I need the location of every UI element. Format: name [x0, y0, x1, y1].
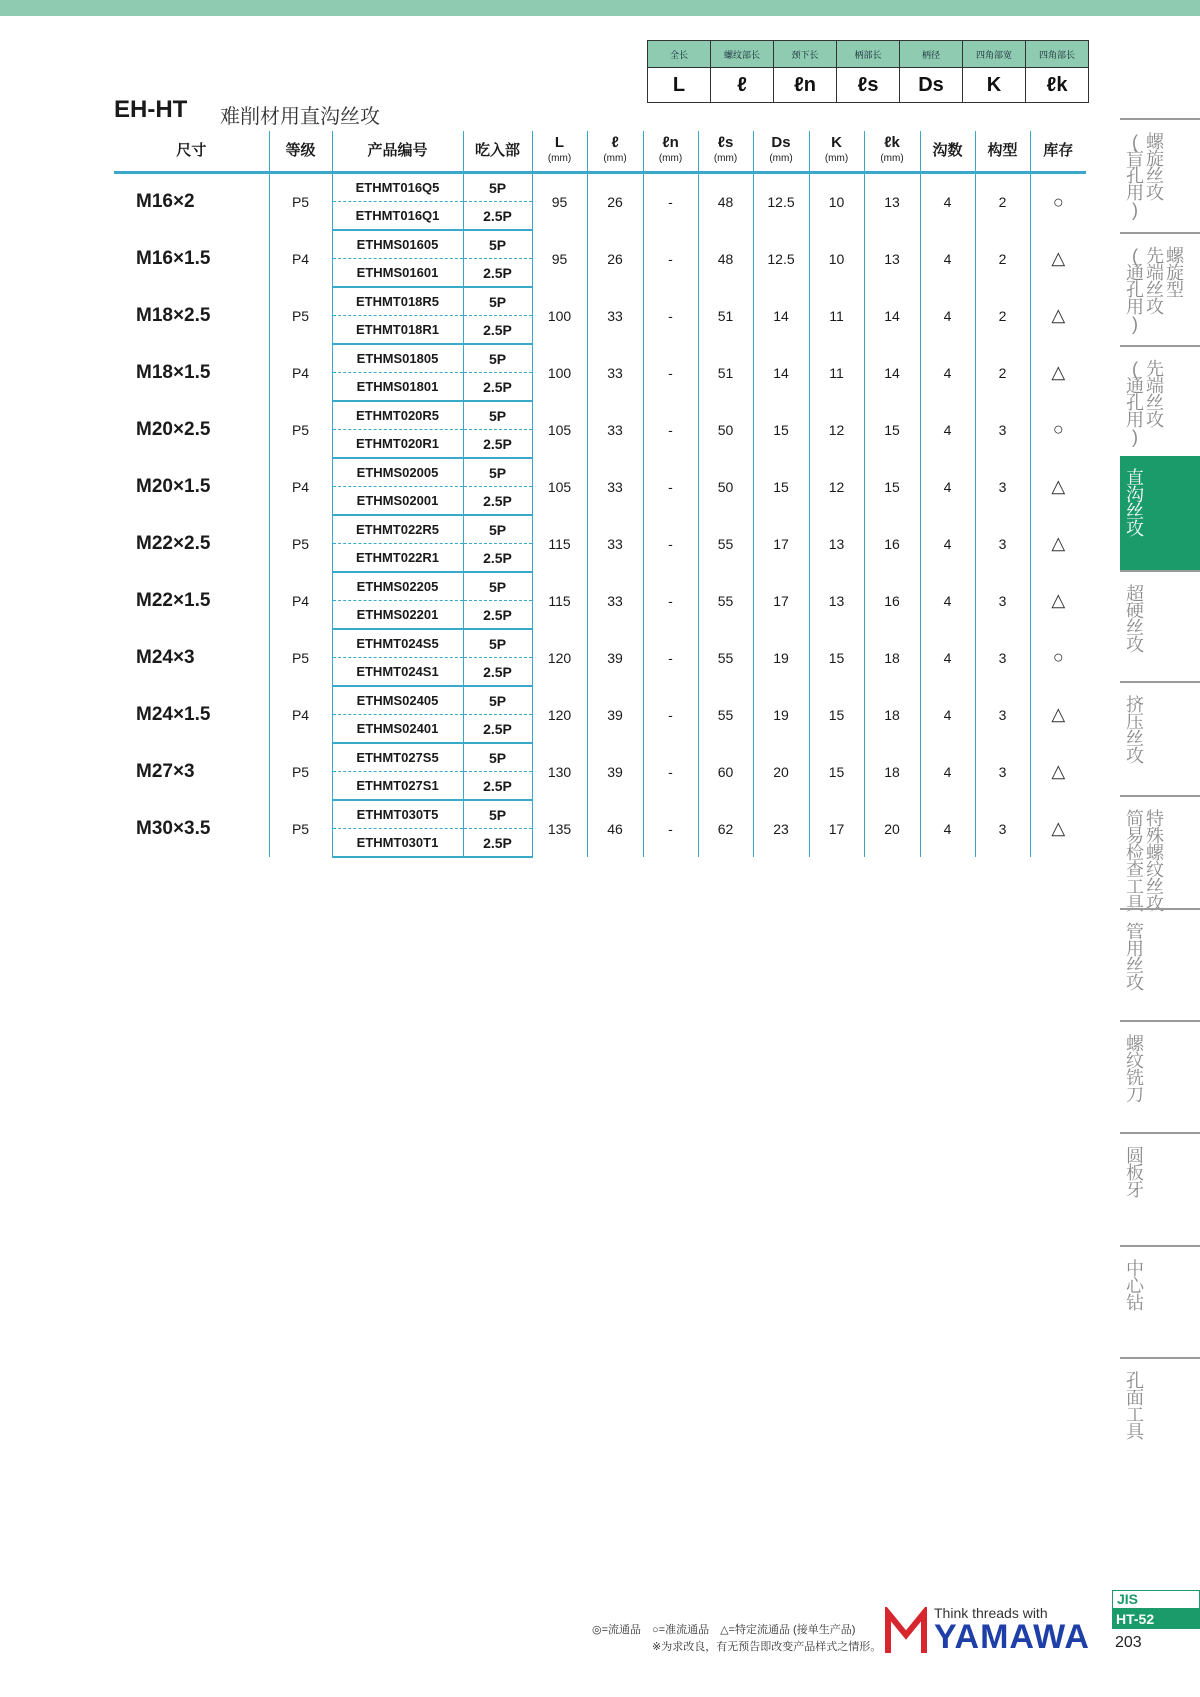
side-tab-label: 螺 纹 铣 刀 [1126, 1034, 1144, 1105]
flute-count: 4 [920, 800, 975, 857]
chamfer-length: 5P [463, 572, 532, 601]
chamfer-length: 5P [463, 743, 532, 772]
product-code: ETHMT018R1 [332, 316, 463, 345]
column-header-label: 产品编号 [367, 142, 428, 159]
flute-count: 4 [920, 572, 975, 629]
side-tab[interactable] [1120, 1245, 1200, 1359]
square-length: 13 [864, 173, 920, 231]
square-width: 10 [809, 173, 864, 231]
column-header [809, 131, 864, 173]
overall-length: 115 [532, 572, 587, 629]
change-note: ※为求改良，有无预告即改变产品样式之情形。 [652, 1641, 882, 1653]
table-row [114, 344, 1086, 373]
flute-count: 4 [920, 401, 975, 458]
thread-size: M20×1.5 [136, 475, 211, 497]
overall-length: 100 [532, 287, 587, 344]
square-width: 13 [809, 515, 864, 572]
product-code: ETHMS01601 [332, 259, 463, 288]
side-tab-label: 特 殊 螺 纹 丝 攻 [1146, 809, 1164, 914]
tap-type: 3 [975, 686, 1030, 743]
product-code: ETHMS01801 [332, 373, 463, 402]
thread-size: M27×3 [136, 760, 195, 782]
neck-length: - [643, 515, 698, 572]
column-header [114, 131, 269, 173]
legend-symbol: Ds [900, 68, 963, 103]
column-header [1030, 131, 1086, 173]
shank-diameter: 14 [753, 287, 809, 344]
column-header [920, 131, 975, 173]
legend-head: 颈下长 [774, 41, 837, 68]
side-tab[interactable] [1120, 1132, 1200, 1247]
chamfer-length: 5P [463, 515, 532, 544]
side-tab-label: 孔 面 工 具 [1126, 1371, 1144, 1442]
square-length: 14 [864, 344, 920, 401]
neck-length: - [643, 287, 698, 344]
top-color-bar [0, 0, 1200, 16]
chamfer-length: 2.5P [463, 715, 532, 744]
side-tab-label: 中 心 钻 [1126, 1259, 1144, 1313]
thread-size: M24×3 [136, 646, 195, 668]
column-header [587, 131, 643, 173]
tap-type: 3 [975, 401, 1030, 458]
table-row [114, 629, 1086, 658]
stock-status: △ [1030, 344, 1086, 401]
table-row [114, 743, 1086, 772]
neck-length: - [643, 458, 698, 515]
column-header [643, 131, 698, 173]
product-code: ETHMT030T1 [332, 829, 463, 858]
side-tab[interactable] [1120, 795, 1200, 914]
product-code: ETHMS02205 [332, 572, 463, 601]
product-code: ETHMT020R1 [332, 430, 463, 459]
column-header [864, 131, 920, 173]
legend-head: 四角部宽 [963, 41, 1026, 68]
legend-head: 四角部长 [1026, 41, 1089, 68]
side-tab-label: 先 端 丝 攻 [1146, 246, 1164, 317]
side-tab[interactable] [1120, 1020, 1200, 1134]
tagline: Think threads with [934, 1605, 1048, 1621]
shank-length: 62 [698, 800, 753, 857]
thread-length: 26 [587, 173, 643, 231]
tolerance-grade: P4 [269, 686, 332, 743]
side-tab-label: ( 通 孔 用 ) [1126, 359, 1144, 447]
thread-size: M18×1.5 [136, 361, 211, 383]
chamfer-length: 5P [463, 401, 532, 430]
legend-head: 柄部长 [837, 41, 900, 68]
spec-table [114, 131, 1086, 858]
side-tab[interactable] [1120, 908, 1200, 1022]
column-header-label: K [831, 134, 842, 151]
shank-diameter: 15 [753, 401, 809, 458]
side-tab-label: ( 盲 孔 用 ) [1126, 132, 1144, 220]
neck-length: - [643, 800, 698, 857]
column-header-label: ℓn [662, 134, 679, 151]
product-code: ETHMT022R1 [332, 544, 463, 573]
column-header [753, 131, 809, 173]
square-length: 15 [864, 401, 920, 458]
thread-length: 33 [587, 515, 643, 572]
shank-length: 50 [698, 401, 753, 458]
product-code: ETHMT027S5 [332, 743, 463, 772]
table-body [114, 173, 1086, 858]
thread-length: 39 [587, 743, 643, 800]
overall-length: 95 [532, 173, 587, 231]
square-length: 15 [864, 458, 920, 515]
product-code: ETHMT024S1 [332, 658, 463, 687]
side-tab[interactable] [1120, 232, 1200, 347]
tap-type: 2 [975, 287, 1030, 344]
dimension-legend [647, 40, 1089, 103]
chamfer-length: 5P [463, 173, 532, 202]
thread-length: 33 [587, 572, 643, 629]
product-code: ETHMS02401 [332, 715, 463, 744]
column-header [332, 131, 463, 173]
tolerance-grade: P5 [269, 173, 332, 231]
flute-count: 4 [920, 686, 975, 743]
overall-length: 120 [532, 629, 587, 686]
shank-length: 55 [698, 686, 753, 743]
thread-size: M16×1.5 [136, 247, 211, 269]
product-code: ETHMT018R5 [332, 287, 463, 316]
product-code: ETHMS01605 [332, 230, 463, 259]
column-header [532, 131, 587, 173]
tolerance-grade: P5 [269, 287, 332, 344]
chamfer-length: 5P [463, 629, 532, 658]
legend-head-row [648, 41, 1089, 68]
thread-size: M22×1.5 [136, 589, 211, 611]
product-code: ETHMS02201 [332, 601, 463, 630]
table-row [114, 458, 1086, 487]
side-tab-label: ( 通 孔 用 ) [1126, 246, 1144, 334]
standard-label: JIS [1112, 1590, 1200, 1609]
shank-length: 60 [698, 743, 753, 800]
legend-symbol: ℓ [711, 68, 774, 103]
legend-symbol: L [648, 68, 711, 103]
table-row [114, 800, 1086, 829]
tolerance-grade: P4 [269, 230, 332, 287]
stock-status: △ [1030, 230, 1086, 287]
tolerance-grade: P4 [269, 572, 332, 629]
shank-length: 51 [698, 287, 753, 344]
thread-size: M20×2.5 [136, 418, 211, 440]
column-header-label: 构型 [987, 142, 1018, 159]
thread-length: 26 [587, 230, 643, 287]
tolerance-grade: P5 [269, 515, 332, 572]
table-row [114, 287, 1086, 316]
column-header-label: Ds [771, 134, 791, 151]
thread-length: 33 [587, 287, 643, 344]
tap-type: 3 [975, 629, 1030, 686]
table-header-row [114, 131, 1086, 173]
tap-type: 2 [975, 173, 1030, 231]
shank-diameter: 14 [753, 344, 809, 401]
legend-head: 螺纹部长 [711, 41, 774, 68]
neck-length: - [643, 401, 698, 458]
chamfer-length: 2.5P [463, 487, 532, 516]
side-tab[interactable] [1120, 570, 1200, 683]
product-code: ETHMS02405 [332, 686, 463, 715]
square-width: 17 [809, 800, 864, 857]
stock-status: ○ [1030, 401, 1086, 458]
product-code: ETHMS02005 [332, 458, 463, 487]
tap-type: 3 [975, 572, 1030, 629]
column-header-label: 等级 [285, 142, 316, 159]
chamfer-length: 2.5P [463, 316, 532, 345]
flute-count: 4 [920, 515, 975, 572]
stock-status: ○ [1030, 629, 1086, 686]
stock-status: △ [1030, 458, 1086, 515]
brand-name: YAMAWA [934, 1618, 1090, 1656]
shank-length: 48 [698, 173, 753, 231]
flute-count: 4 [920, 344, 975, 401]
product-code: ETHMT016Q5 [332, 173, 463, 202]
flute-count: 4 [920, 743, 975, 800]
flute-count: 4 [920, 230, 975, 287]
legend-head: 柄径 [900, 41, 963, 68]
thread-length: 39 [587, 686, 643, 743]
square-length: 16 [864, 515, 920, 572]
product-code: ETHMT027S1 [332, 772, 463, 801]
square-width: 13 [809, 572, 864, 629]
side-tab-label: 挤 压 丝 攻 [1126, 695, 1144, 766]
square-width: 11 [809, 287, 864, 344]
product-code: ETHMT020R5 [332, 401, 463, 430]
column-header-label: 沟数 [932, 142, 963, 159]
chamfer-length: 2.5P [463, 373, 532, 402]
table-row [114, 401, 1086, 430]
neck-length: - [643, 629, 698, 686]
side-tab-label: 超 硬 丝 攻 [1126, 584, 1144, 655]
square-width: 10 [809, 230, 864, 287]
legend-symbol: ℓn [774, 68, 837, 103]
overall-length: 120 [532, 686, 587, 743]
column-header-label: ℓ [611, 134, 619, 151]
shank-length: 50 [698, 458, 753, 515]
tap-type: 3 [975, 458, 1030, 515]
square-length: 18 [864, 743, 920, 800]
column-header-unit: (mm) [824, 153, 849, 164]
column-header-unit: (mm) [658, 153, 683, 164]
side-tab[interactable] [1120, 1357, 1200, 1467]
square-width: 11 [809, 344, 864, 401]
chamfer-length: 5P [463, 287, 532, 316]
product-code: ETHMT024S5 [332, 629, 463, 658]
table-row [114, 230, 1086, 259]
column-header-label: 吃入部 [474, 142, 520, 159]
square-length: 20 [864, 800, 920, 857]
column-header-label: 库存 [1043, 142, 1074, 159]
chamfer-length: 2.5P [463, 601, 532, 630]
square-length: 18 [864, 629, 920, 686]
neck-length: - [643, 344, 698, 401]
flute-count: 4 [920, 458, 975, 515]
tap-type: 3 [975, 800, 1030, 857]
stock-status: △ [1030, 743, 1086, 800]
tolerance-grade: P5 [269, 401, 332, 458]
square-width: 12 [809, 401, 864, 458]
neck-length: - [643, 743, 698, 800]
legend-symbol: ℓs [837, 68, 900, 103]
overall-length: 135 [532, 800, 587, 857]
column-header-label: ℓk [884, 134, 900, 151]
column-header [269, 131, 332, 173]
product-code: ETHMT030T5 [332, 800, 463, 829]
shank-length: 48 [698, 230, 753, 287]
shank-diameter: 12.5 [753, 173, 809, 231]
square-length: 18 [864, 686, 920, 743]
product-code: ETHMT016Q1 [332, 202, 463, 231]
column-header [975, 131, 1030, 173]
stock-status: ○ [1030, 173, 1086, 231]
stock-legend: ◎=流通品 ○=准流通品 △=特定流通品 (接单生产品) [592, 1624, 856, 1636]
neck-length: - [643, 686, 698, 743]
chamfer-length: 2.5P [463, 202, 532, 231]
column-header-unit: (mm) [713, 153, 738, 164]
stock-status: △ [1030, 572, 1086, 629]
product-code: ETHMT022R5 [332, 515, 463, 544]
stock-status: △ [1030, 800, 1086, 857]
table-row [114, 173, 1086, 202]
thread-length: 39 [587, 629, 643, 686]
chamfer-length: 2.5P [463, 259, 532, 288]
tap-type: 2 [975, 344, 1030, 401]
tolerance-grade: P5 [269, 629, 332, 686]
chamfer-length: 5P [463, 230, 532, 259]
stock-status: △ [1030, 287, 1086, 344]
chamfer-length: 5P [463, 344, 532, 373]
thread-length: 33 [587, 344, 643, 401]
flute-count: 4 [920, 173, 975, 231]
side-tab[interactable] [1120, 456, 1200, 570]
column-header-label: 尺寸 [176, 142, 207, 159]
column-header-unit: (mm) [603, 153, 627, 164]
column-header-label: ℓs [717, 134, 734, 151]
thread-size: M22×2.5 [136, 532, 211, 554]
product-code: ETHMS02001 [332, 487, 463, 516]
shank-diameter: 15 [753, 458, 809, 515]
column-header [463, 131, 532, 173]
table-row [114, 572, 1086, 601]
overall-length: 105 [532, 458, 587, 515]
chamfer-length: 5P [463, 458, 532, 487]
chamfer-length: 2.5P [463, 430, 532, 459]
tolerance-grade: P4 [269, 344, 332, 401]
side-tab[interactable] [1120, 681, 1200, 797]
neck-length: - [643, 173, 698, 231]
neck-length: - [643, 572, 698, 629]
square-width: 15 [809, 629, 864, 686]
thread-length: 33 [587, 458, 643, 515]
shank-diameter: 19 [753, 629, 809, 686]
column-header-unit: (mm) [547, 153, 572, 164]
shank-diameter: 20 [753, 743, 809, 800]
table-row [114, 515, 1086, 544]
legend-symbol-row [648, 68, 1089, 103]
square-width: 12 [809, 458, 864, 515]
chamfer-length: 5P [463, 686, 532, 715]
catalog-code: HT-52 [1112, 1609, 1200, 1629]
tap-type: 2 [975, 230, 1030, 287]
square-length: 16 [864, 572, 920, 629]
legend-symbol: ℓk [1026, 68, 1089, 103]
thread-length: 46 [587, 800, 643, 857]
overall-length: 130 [532, 743, 587, 800]
chamfer-length: 2.5P [463, 829, 532, 858]
shank-diameter: 12.5 [753, 230, 809, 287]
column-header-unit: (mm) [769, 153, 793, 164]
overall-length: 105 [532, 401, 587, 458]
product-title: EH-HT [114, 96, 188, 123]
product-subtitle: 难削材用直沟丝攻 [220, 106, 380, 128]
shank-diameter: 17 [753, 515, 809, 572]
thread-length: 33 [587, 401, 643, 458]
column-header-label: L [554, 134, 565, 151]
square-width: 15 [809, 743, 864, 800]
table-row [114, 686, 1086, 715]
thread-size: M24×1.5 [136, 703, 211, 725]
square-width: 15 [809, 686, 864, 743]
chamfer-length: 2.5P [463, 772, 532, 801]
flute-count: 4 [920, 287, 975, 344]
tolerance-grade: P5 [269, 743, 332, 800]
square-length: 13 [864, 230, 920, 287]
thread-size: M16×2 [136, 191, 195, 212]
side-tab-label: 简 易 检 查 工 具 [1126, 809, 1144, 914]
side-tab-label: 管 用 丝 攻 [1126, 922, 1144, 993]
tolerance-grade: P5 [269, 800, 332, 857]
stock-status: △ [1030, 686, 1086, 743]
chamfer-length: 2.5P [463, 544, 532, 573]
product-code: ETHMS01805 [332, 344, 463, 373]
overall-length: 100 [532, 344, 587, 401]
overall-length: 115 [532, 515, 587, 572]
thread-size: M30×3.5 [136, 817, 211, 839]
flute-count: 4 [920, 629, 975, 686]
shank-diameter: 19 [753, 686, 809, 743]
chamfer-length: 5P [463, 800, 532, 829]
shank-length: 55 [698, 572, 753, 629]
column-header-unit: (mm) [880, 153, 904, 164]
shank-length: 55 [698, 515, 753, 572]
square-length: 14 [864, 287, 920, 344]
shank-diameter: 23 [753, 800, 809, 857]
side-tab-label: 螺 旋 型 [1166, 246, 1184, 300]
chamfer-length: 2.5P [463, 658, 532, 687]
page-number: 203 [1115, 1634, 1142, 1651]
side-tab[interactable] [1120, 118, 1200, 234]
thread-size: M18×2.5 [136, 304, 211, 326]
shank-length: 55 [698, 629, 753, 686]
column-header [698, 131, 753, 173]
side-tab-label: 直 沟 丝 攻 [1126, 468, 1144, 539]
tolerance-grade: P4 [269, 458, 332, 515]
side-tab-label: 先 端 丝 攻 [1146, 359, 1164, 430]
overall-length: 95 [532, 230, 587, 287]
stock-status: △ [1030, 515, 1086, 572]
shank-length: 51 [698, 344, 753, 401]
tap-type: 3 [975, 743, 1030, 800]
tap-type: 3 [975, 515, 1030, 572]
neck-length: - [643, 230, 698, 287]
side-tab-label: 螺 旋 丝 攻 [1146, 132, 1164, 203]
legend-head: 全长 [648, 41, 711, 68]
side-tab-label: 圆 板 牙 [1126, 1146, 1144, 1200]
shank-diameter: 17 [753, 572, 809, 629]
side-tab[interactable] [1120, 345, 1200, 458]
legend-symbol: K [963, 68, 1026, 103]
